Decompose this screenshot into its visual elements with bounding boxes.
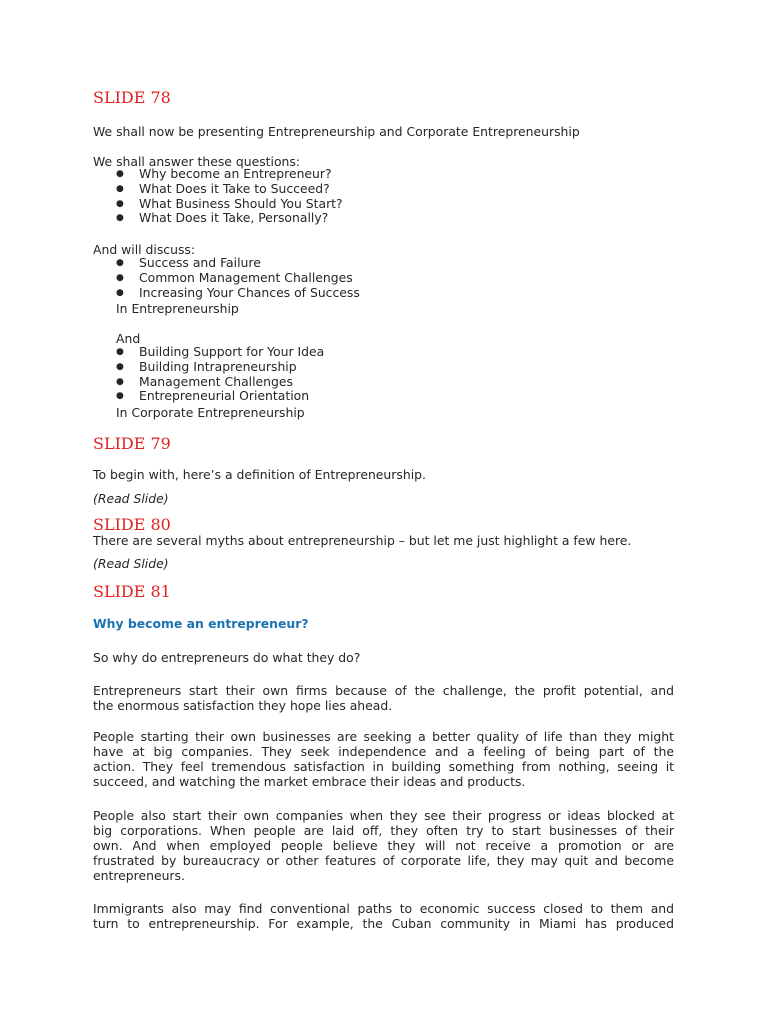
- slide-81-subheading: Why become an entrepreneur?: [93, 616, 309, 631]
- corporate-list: [93, 345, 324, 404]
- bullet-icon: ●: [116, 258, 124, 268]
- list-item: ● Building Support for Your Idea: [116, 344, 325, 359]
- paragraph: People starting their own businesses are seeking a better quality of life than they might have at big companies. They seek independence and a feeling of being part of the action. They feel tremendous satisfaction in building something from nothing, seeing it succeed, and watching the market embrace their ideas and products.: [93, 729, 674, 789]
- slide-79-note: (Read Slide): [93, 491, 169, 506]
- list-item: ● What Does it Take, Personally?: [116, 210, 329, 226]
- paragraph: People also start their own companies when they see their progress or ideas blocked at big corporations. When people are laid off, they often try to start businesses of their own. And when employed people believe they will not receive a promotion or are frustrated by bureaucracy or other features of corporate life, they may quit and become entrepreneurs.: [93, 808, 674, 883]
- slide-80-note: (Read Slide): [93, 556, 169, 571]
- bullet-icon: ●: [116, 287, 124, 298]
- bullet-icon: ●: [116, 272, 124, 283]
- slide-78-intro: We shall now be presenting Entrepreneurship and Corporate Entrepreneurship: [93, 124, 580, 139]
- discuss-list: [93, 256, 360, 300]
- list-item: ● What Does it Take to Succeed?: [116, 180, 330, 196]
- bullet-icon: ●: [116, 198, 124, 209]
- paragraph: Immigrants also may find conventional paths to economic success closed to them and turn to entrepreneurship. For example, the Cuban community in Miami has produced: [93, 901, 674, 931]
- list-item: ● Success and Failure: [116, 255, 261, 270]
- list-item: ● Building Intrapreneurship: [116, 358, 297, 374]
- bullet-icon: ●: [116, 361, 124, 372]
- bullet-icon: ●: [116, 391, 124, 402]
- slide-80-text: There are several myths about entrepreneurship – but let me just highlight a few here.: [93, 533, 632, 548]
- list-item: ● Common Management Challenges: [116, 269, 353, 285]
- bullet-icon: ●: [116, 213, 124, 224]
- slide-80-heading: SLIDE 80: [93, 515, 171, 534]
- bullet-icon: ●: [116, 347, 124, 357]
- questions-label: We shall answer these questions:: [93, 154, 301, 169]
- bullet-icon: ●: [116, 376, 124, 387]
- discuss-label: And will discuss:: [93, 242, 196, 257]
- slide-79-heading: SLIDE 79: [93, 434, 171, 453]
- slide-79-text: To begin with, here’s a definition of Entrepreneurship.: [93, 467, 426, 482]
- list-item: ● What Business Should You Start?: [116, 195, 343, 211]
- slide-81-heading: SLIDE 81: [93, 582, 171, 601]
- questions-list: [93, 167, 343, 226]
- slide-81-question: So why do entrepreneurs do what they do?: [93, 650, 361, 665]
- list-item: ● Management Challenges: [116, 373, 293, 389]
- paragraph: Entrepreneurs start their own firms because of the challenge, the profit potential, and the enormous satisfaction they hope lies ahead.: [93, 683, 674, 713]
- list-item: ● Entrepreneurial Orientation: [116, 388, 310, 404]
- and-label: And: [116, 331, 141, 346]
- list-item: ● Why become an Entrepreneur?: [116, 166, 332, 181]
- slide-78-heading: SLIDE 78: [93, 88, 171, 107]
- list-item: ● Increasing Your Chances of Success: [116, 284, 360, 300]
- bullet-icon: ●: [116, 169, 124, 179]
- bullet-icon: ●: [116, 183, 124, 194]
- in-entrepreneurship-label: In Entrepreneurship: [116, 301, 239, 316]
- in-corporate-label: In Corporate Entrepreneurship: [116, 405, 305, 420]
